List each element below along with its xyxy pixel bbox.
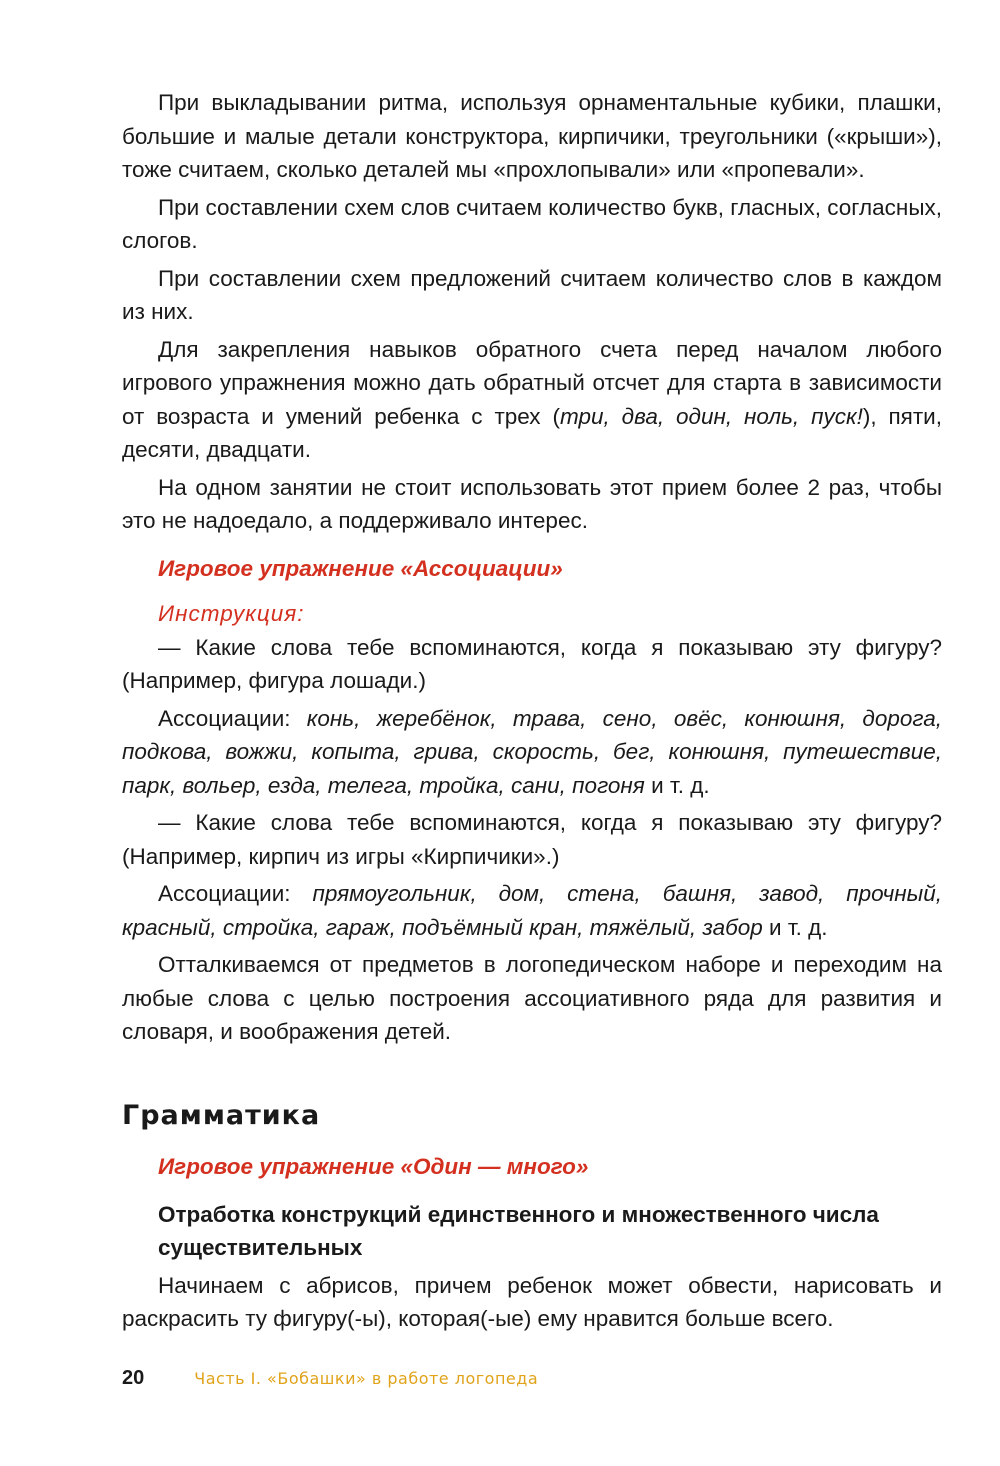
text-span: и т. д. (644, 772, 710, 798)
italic-span: конь, жеребёнок, трава, сено, овёс, конюшня, дорога, подкова, вожжи, копыта, грива, скорость, бег, конюшня, путешествие, парк, вольер, езда, телега, тройка, сани, погоня (122, 705, 942, 798)
text-span: ), пяти, десяти, двадцати. (122, 403, 942, 462)
associations-paragraph (122, 877, 942, 944)
running-title: Часть I. «Бобашки» в работе логопеда (194, 1369, 539, 1388)
page-footer (122, 1367, 538, 1390)
paragraph: При составлении схем слов считаем количество букв, гласных, согласных, слогов. (122, 194, 942, 253)
italic-span: три, два, один, ноль, пуск! (559, 403, 863, 429)
text-span: и т. д. (762, 914, 828, 940)
text-span: Ассоциации: (158, 881, 313, 906)
paragraph: При составлении схем предложений считаем количество слов в каждом из них. (122, 265, 942, 324)
paragraph: Начинаем с абрисов, причем ребенок может обвести, нарисовать и раскрасить ту фигуру(-ы), которая(-ые) ему нравится больше всего. (122, 1272, 942, 1331)
question: — Какие слова тебе вспоминаются, когда я показываю эту фигуру? (Например, кирпич из игры «Кирпичики».) (122, 810, 942, 869)
section-title: Грамматика (122, 1099, 321, 1131)
question: — Какие слова тебе вспоминаются, когда я показываю эту фигуру? (Например, фигура лошади.) (122, 634, 942, 693)
page-content (122, 86, 942, 1336)
exercise-subtitle: Отработка конструкций единственного и множественного числа существительных (158, 1201, 879, 1260)
page-number: 20 (122, 1367, 145, 1389)
paragraph: На одном занятии не стоит использовать этот прием более 2 раз, чтобы это не надоедало, а поддерживало интерес. (122, 474, 942, 533)
associations-paragraph (122, 702, 942, 803)
exercise-title: Игровое упражнение «Один — много» (158, 1154, 589, 1179)
instruction-label: Инструкция: (158, 601, 305, 626)
paragraph-countdown (122, 333, 942, 467)
text-span: Для закрепления навыков обратного счета перед началом любого игрового упражнения можно дать обратный отсчет для старта в зависимости от возраста и умений ребенка с трех ( (122, 336, 942, 429)
paragraph: Отталкиваемся от предметов в логопедическом наборе и переходим на любые слова с целью построения ассоциативного ряда для развития и словаря, и воображения детей. (122, 952, 942, 1044)
exercise-title: Игровое упражнение «Ассоциации» (158, 555, 563, 581)
text-span: Ассоциации: (158, 705, 307, 731)
paragraph: При выкладывании ритма, используя орнаментальные кубики, плашки, большие и малые детали конструктора, кирпичики, треугольники («крыши»), тоже считаем, сколько деталей мы «прохлопывали» или «пропевали». (122, 90, 942, 182)
italic-span: прямоугольник, дом, стена, башня, завод, прочный, красный, стройка, гараж, подъёмный кран, тяжёлый, забор (122, 881, 942, 940)
